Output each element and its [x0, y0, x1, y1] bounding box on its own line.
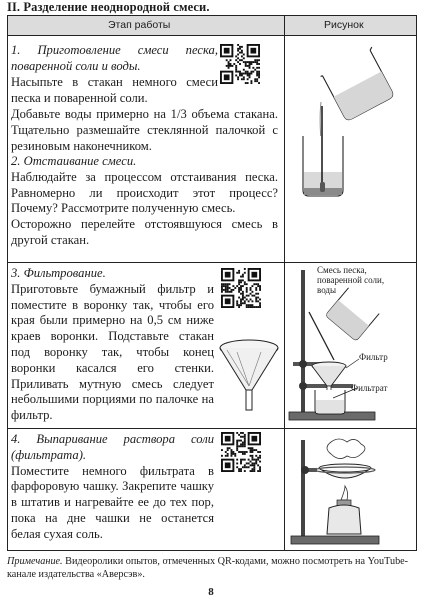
label-mixture: Смесь песка, [317, 265, 367, 275]
page-number: 8 [208, 586, 214, 598]
step-2-line-1: Наблюдайте за процессом отстаивания песка. Равномерно ли происходит этот процесс? Почему? Рассмотрите полученную смесь. [11, 169, 278, 216]
row-divider [8, 428, 416, 429]
label-filter: Фильтр [359, 352, 388, 362]
qr-code[interactable] [221, 268, 261, 308]
step-1-title: 1. Приготовление смеси песка, поваренной соли и воды. [11, 43, 218, 73]
step-1-line-1: Насыпьте в стакан немного смеси песка и поваренной соли. [11, 75, 218, 105]
step-4-title: 4. Выпаривание раствора соли (фильтрата). [11, 432, 214, 462]
label-mixture: поваренной соли, [317, 275, 385, 285]
step-4-block [11, 432, 214, 543]
step-1-line-2: Добавьте воды примерно на 1/3 объема стакана. Тщательно размешайте стеклянной палочкой с резиновым наконечником. [11, 107, 278, 153]
footnote-text: Видеоролики опытов, отмеченных QR-кодами, можно посмотреть на YouTube-канале издательства «Аверсэв». [7, 556, 409, 580]
table-header [8, 16, 416, 36]
footnote-label: Примечание. [7, 556, 63, 567]
pouring-figure [291, 40, 413, 258]
row-divider [8, 262, 416, 263]
col-header-figure: Рисунок [324, 19, 364, 31]
step-1-text-a [11, 75, 218, 107]
column-divider [284, 16, 285, 550]
step-1-block-a [11, 43, 218, 75]
step-4-line-1: Поместите немного фильтрата в фарфоровую чашку. Закрепите чашку в штатив и нагревайте ее до тех пор, пока на дне чашки не останется белая сухая соль. [11, 463, 214, 541]
step-1-text-b [11, 107, 278, 154]
step-3-block [11, 266, 214, 424]
filtration-figure [287, 264, 417, 426]
footnote [7, 556, 417, 581]
step-3-line-1: Приготовьте бумажный фильтр и поместите в воронку так, чтобы его края были примерно на 0,5 см ниже краев воронки. Подставьте стакан под воронку так, чтобы конец воронки касался его стенки. Приливать мутную смесь следует небольшими порциями по палочке на фильтр. [11, 281, 214, 423]
section-title: II. Разделение неоднородной смеси. [7, 0, 210, 14]
work-table [7, 15, 417, 551]
step-2-title: 2. Отстаивание смеси. [11, 154, 137, 168]
qr-code[interactable] [221, 432, 261, 472]
col-header-stage: Этап работы [108, 19, 171, 31]
label-filtrate: Фильтрат [351, 383, 388, 393]
label-mixture: воды [317, 285, 337, 295]
step-2-block [11, 154, 278, 249]
qr-code[interactable] [220, 44, 260, 84]
step-3-title: 3. Фильтрование. [11, 266, 106, 280]
evaporation-figure [289, 436, 415, 548]
step-2-line-2: Осторожно перелейте отстоявшуюся смесь в другой стакан. [11, 217, 278, 247]
funnel-illustration [217, 334, 281, 414]
